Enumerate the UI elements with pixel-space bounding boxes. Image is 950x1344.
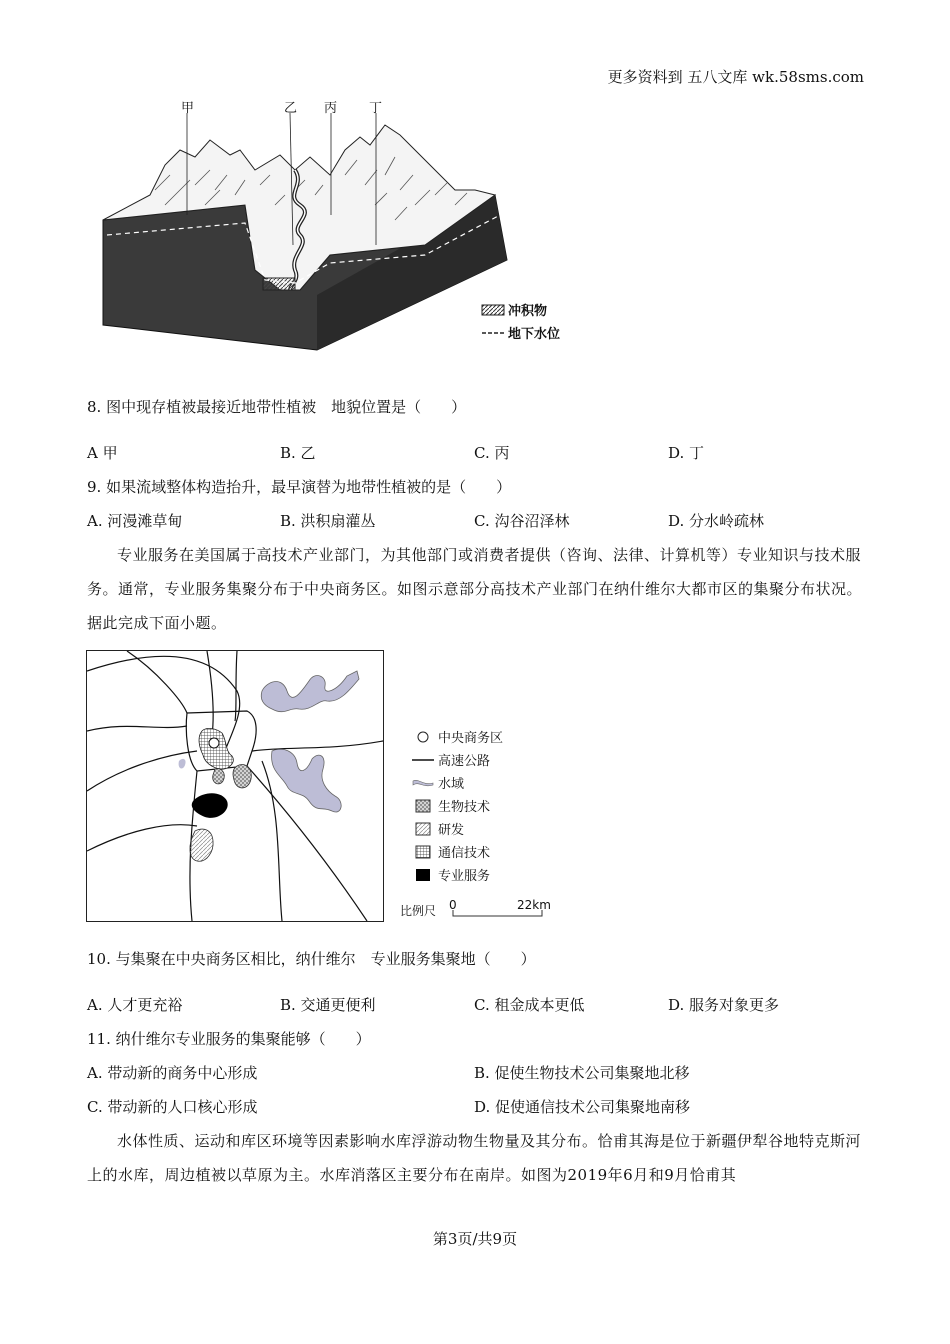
q11-stem: 11. 纳什维尔专业服务的集聚能够（ ）: [87, 1030, 371, 1048]
q10-option-d[interactable]: D. 服务对象更多: [668, 996, 780, 1014]
legend-sediment: 冲积物: [478, 298, 560, 321]
q9-option-d[interactable]: D. 分水岭疏林: [668, 512, 765, 530]
q11-option-c[interactable]: C. 带动新的人口核心形成: [87, 1098, 258, 1116]
professional-swatch-icon: [411, 868, 435, 882]
label-jia: 甲: [181, 101, 195, 116]
q8-stem: 8. 图中现存植被最接近地带性植被 地貌位置是（ ）: [87, 398, 467, 416]
q10-option-b[interactable]: B. 交通更便利: [280, 996, 376, 1014]
circle-icon: [411, 730, 435, 744]
label-yi: 乙: [284, 101, 298, 116]
q11-option-a[interactable]: A. 带动新的商务中心形成: [87, 1064, 258, 1082]
q11-option-d[interactable]: D. 促使通信技术公司集聚地南移: [474, 1098, 691, 1116]
scale-label: 比例尺: [400, 904, 437, 918]
map-drawing: [87, 651, 383, 921]
telecom-swatch-icon: [411, 845, 435, 859]
legend-rd: 研发: [408, 817, 503, 840]
water-swatch-icon: [411, 776, 435, 790]
dashed-line-icon: [481, 327, 505, 339]
q8-option-d[interactable]: D. 丁: [668, 444, 705, 462]
legend-telecom: 通信技术: [408, 840, 503, 863]
q9-option-a[interactable]: A. 河漫滩草甸: [87, 512, 183, 530]
scale-start: 0: [449, 898, 457, 912]
q9-stem: 9. 如果流域整体构造抬升，最早演替为地带性植被的是（ ）: [87, 478, 512, 496]
rd-swatch-icon: [411, 822, 435, 836]
legend-highway: 高速公路: [408, 748, 503, 771]
q9-option-c[interactable]: C. 沟谷沼泽林: [474, 512, 570, 530]
q9-option-b[interactable]: B. 洪积扇灌丛: [280, 512, 376, 530]
label-ding: 丁: [369, 101, 383, 116]
legend-cbd: 中央商务区: [408, 725, 503, 748]
label-bing: 丙: [324, 101, 338, 116]
q8-option-b[interactable]: B. 乙: [280, 444, 316, 462]
scale-end: 22km: [517, 898, 551, 912]
biotech-swatch-icon: [411, 799, 435, 813]
q8-option-c[interactable]: C. 丙: [474, 444, 510, 462]
nashville-map: [86, 650, 384, 922]
header-note: 更多资料到 五八文库 wk.58sms.com: [607, 68, 864, 86]
scale-bar: [452, 910, 544, 918]
page-number: 第3页/共9页: [432, 1230, 518, 1248]
legend-professional: 专业服务: [408, 863, 503, 886]
line-icon: [411, 753, 435, 767]
q8-option-a[interactable]: A 甲: [87, 444, 118, 462]
legend-groundwater: 地下水位: [478, 321, 560, 344]
figure1-legend: [478, 298, 560, 344]
legend-water: 水域: [408, 771, 503, 794]
map-legend: [408, 725, 503, 886]
q10-option-c[interactable]: C. 租金成本更低: [474, 996, 585, 1014]
legend-biotech: 生物技术: [408, 794, 503, 817]
q11-option-b[interactable]: B. 促使生物技术公司集聚地北移: [474, 1064, 690, 1082]
q10-stem: 10. 与集聚在中央商务区相比，纳什维尔 专业服务集聚地（ ）: [87, 950, 536, 968]
passage-reservoir: 水体性质、运动和库区环境等因素影响水库浮游动物生物量及其分布。恰甫其海是位于新疆伊犁谷地特克斯河上的水库，周边植被以草原为主。水库消落区主要分布在南岸。如图为2019年6月和9月恰甫其: [87, 1132, 862, 1184]
passage-nashville: 专业服务在美国属于高技术产业部门，为其他部门或消费者提供（咨询、法律、计算机等）专业知识与技术服务。通常，专业服务集聚分布于中央商务区。如图示意部分高技术产业部门在纳什维尔大都市区的集聚分布状况。据此完成下面小题。: [87, 546, 863, 632]
sediment-swatch-icon: [481, 304, 505, 316]
q10-option-a[interactable]: A. 人才更充裕: [87, 996, 183, 1014]
